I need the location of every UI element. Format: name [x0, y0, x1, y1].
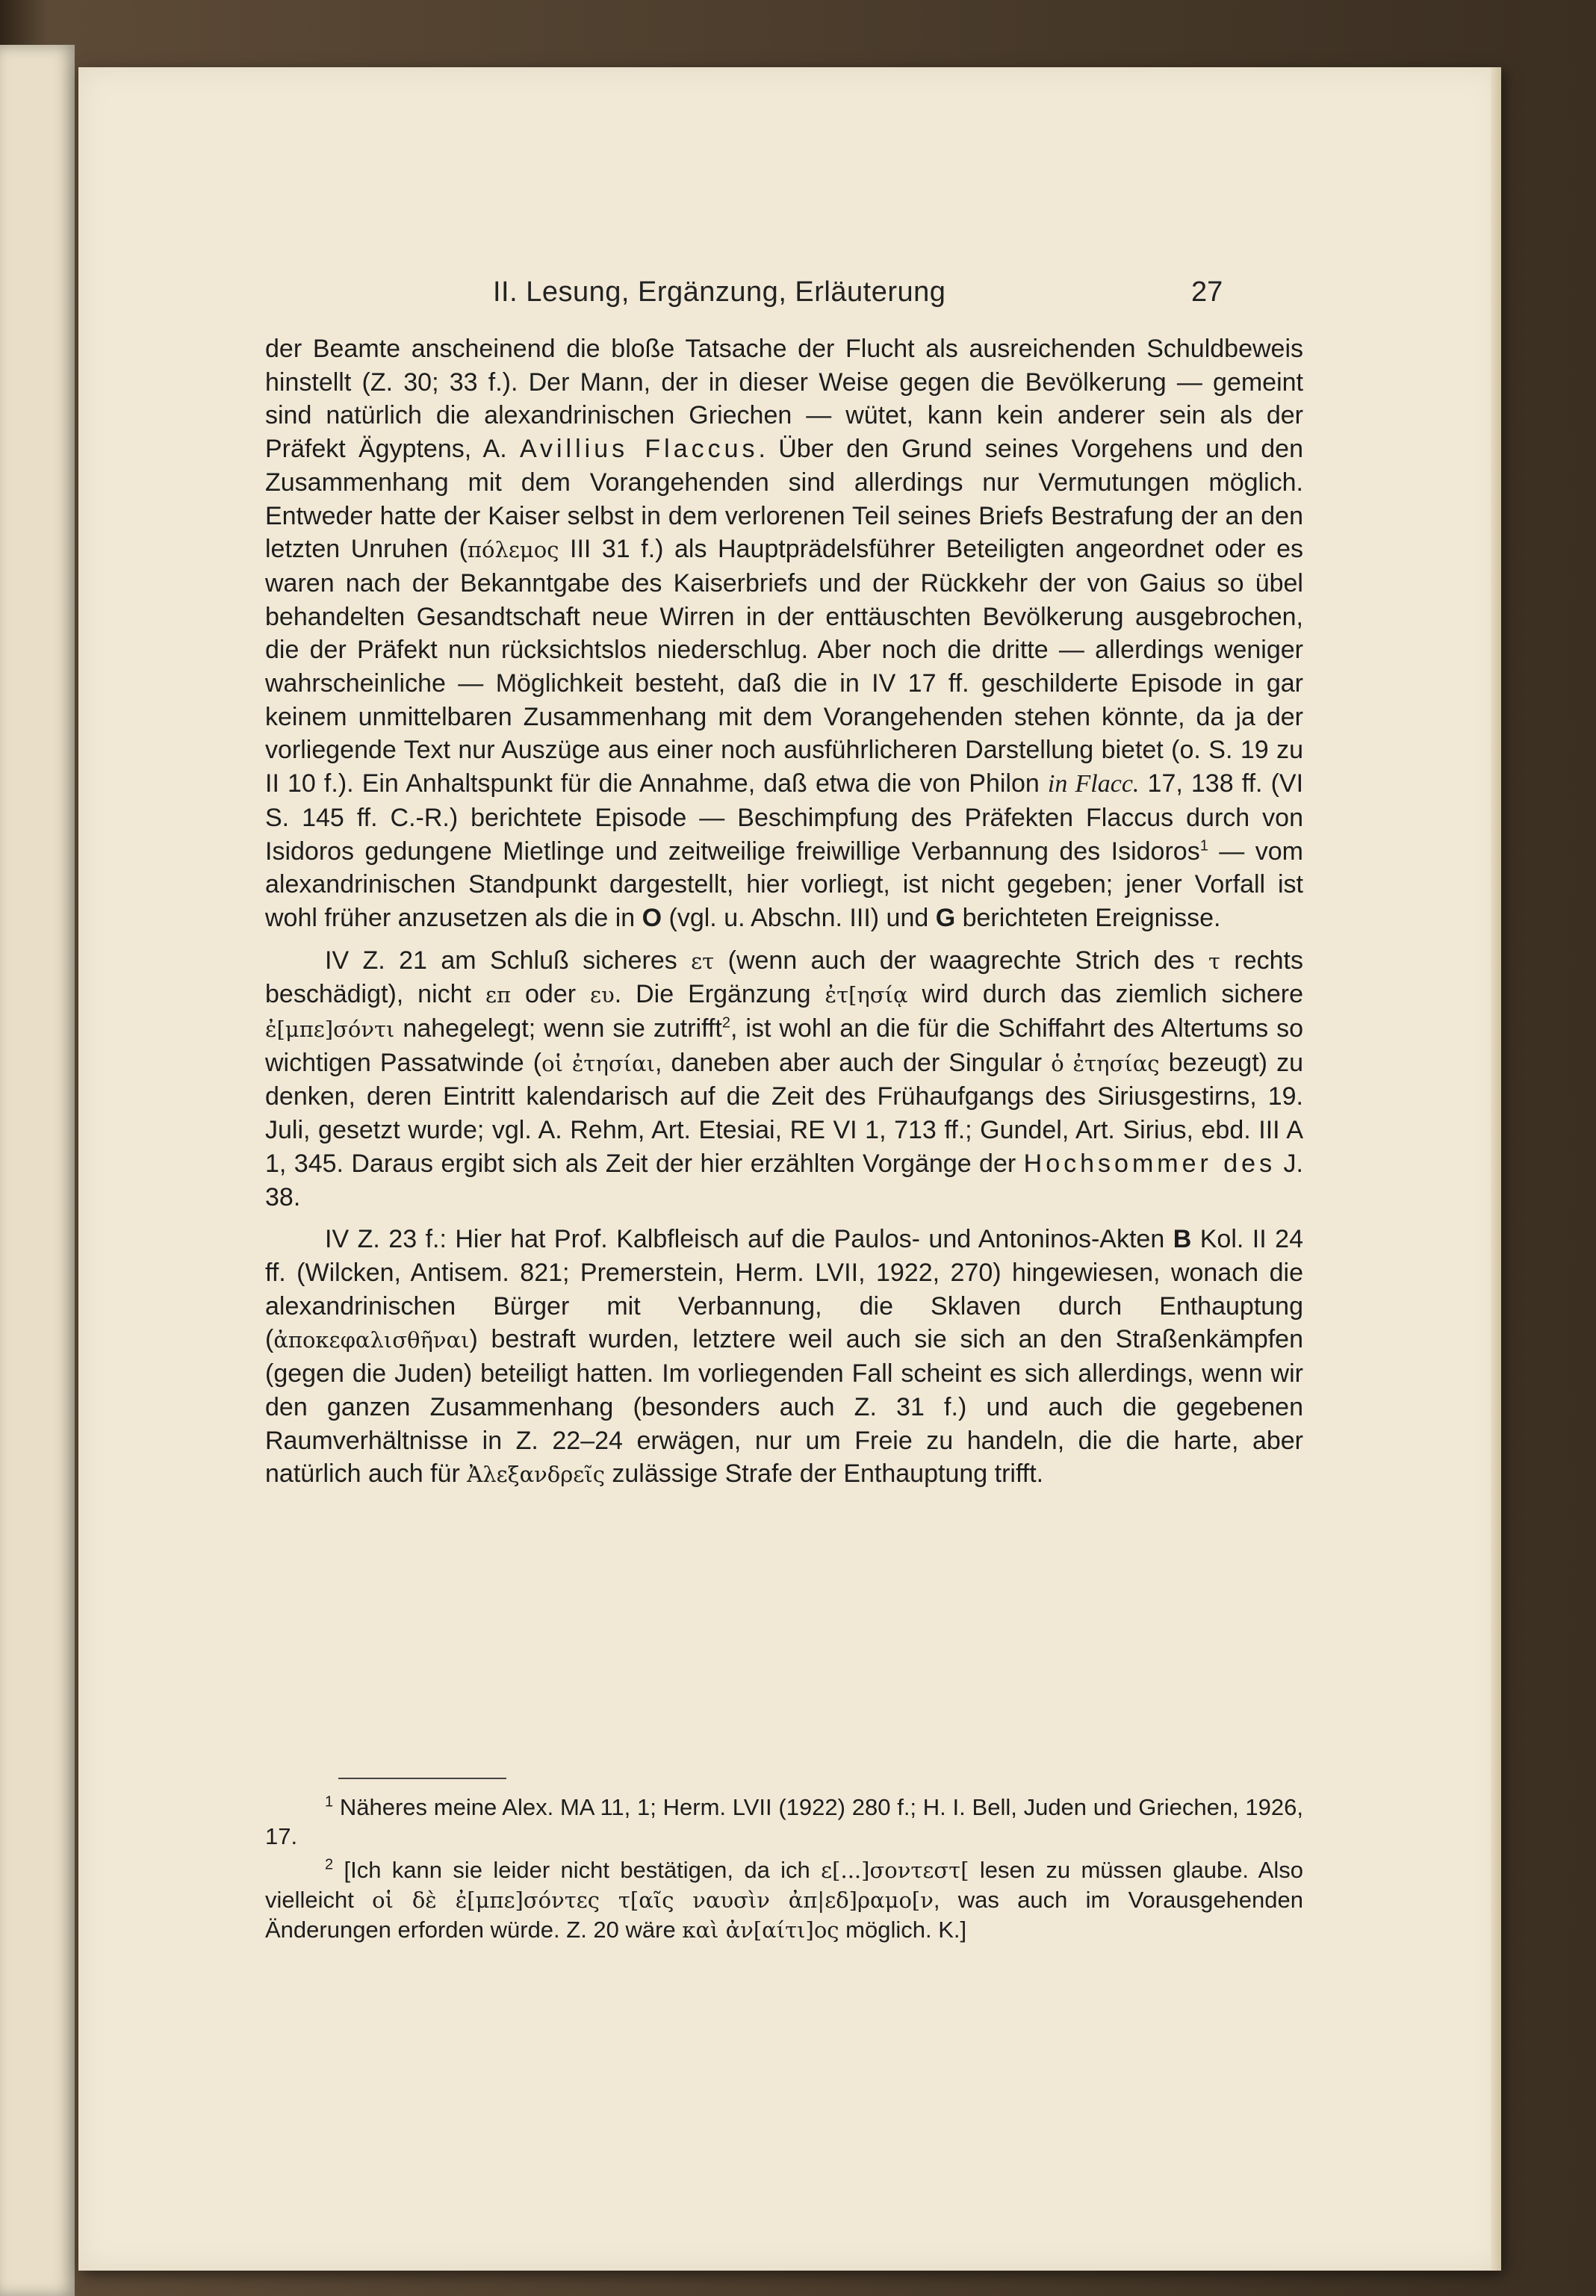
greek-term: ὁ ἐτησίας	[1051, 1050, 1160, 1076]
footnote-ref-2: 2	[721, 1014, 730, 1031]
page-edge	[1491, 67, 1501, 2271]
text-run: . Über den Grund seines Vorgehens und den Zusammenhang mit dem Vorangehenden sind allerdings nur Vermutungen möglich. Entweder hatte der Kaiser selbst in dem verlorenen Teil seines Briefs Bestrafung der an den letzten Unruhen (	[265, 435, 1303, 564]
footnote-text: [Ich kann sie leider nicht bestätigen, da ich	[333, 1857, 822, 1883]
footnote-2	[265, 1855, 1303, 1945]
footnote-text: , was auch im Vorausgehenden Änderungen erforden würde. Z. 20 wäre	[265, 1887, 1304, 1943]
greek-term: οἱ δὲ ἐ[μπε]σόντες τ[αῖς ναυσὶν ἀπ|εδ]ραμο[ν	[372, 1887, 934, 1913]
greek-term: πόλεμος	[468, 537, 559, 563]
greek-term: Ἀλεξανδρεῖς	[467, 1462, 605, 1488]
spaced-phrase: Hochsommer des	[1023, 1149, 1276, 1178]
text-run: ) bestraft wurden, letztere weil auch sie sich an den Straßenkämpfen (gegen die Juden) beteiligt hatten. Im vorliegenden Fall scheint es sich allerdings, wenn wir den ganzen Zusammenhang (besonders auch Z. 31 f.) und auch die gegebenen Raumverhältnisse in Z. 22–24 erwägen, nur um Freie zu handeln, die die harte, aber natürlich auch für	[265, 1325, 1303, 1489]
footnote-ref-1: 1	[1199, 837, 1208, 854]
siglum-g: G	[935, 903, 956, 932]
text-run: berichteten Ereignisse.	[955, 903, 1221, 932]
greek-term: καὶ ἀν[αίτι]ος	[682, 1917, 839, 1943]
text-run: nahegelegt; wenn sie zutrifft	[394, 1014, 722, 1043]
siglum-b: B	[1173, 1225, 1192, 1254]
text-run: zulässige Strafe der Enthauptung trifft.	[604, 1459, 1044, 1489]
main-text	[265, 332, 1303, 1492]
greek-term: ἐ[μπε]σόντι	[265, 1017, 395, 1043]
footnotes	[265, 1793, 1303, 1949]
italic-reference: in Flacc.	[1047, 770, 1140, 798]
text-run: . Die Ergänzung	[614, 980, 825, 1009]
greek-term: ευ	[590, 982, 615, 1008]
text-run: oder	[511, 980, 591, 1009]
siglum-o: O	[642, 903, 662, 932]
book-page	[78, 67, 1501, 2271]
greek-term: οἱ ἐτησίαι	[541, 1050, 655, 1076]
greek-term: ε[...]σοντεστ[	[821, 1858, 969, 1883]
greek-term: ετ	[691, 948, 715, 974]
spaced-name: Avillius Flaccus	[519, 435, 759, 464]
text-run: der Beamte anscheinend die bloße Tatsache der Flucht als ausreichenden Schuldbeweis hinstellt (Z. 30; 33 f.). Der Mann, der in dieser Weise gegen die Bevölkerung — gemeint sind natürlich die alexandrinischen Griechen — wütet, kann kein anderer sein als der Präfekt Ägyptens, A.	[265, 335, 1303, 464]
greek-term: επ	[485, 982, 512, 1008]
text-run: Kol. II 24 ff. (Wilcken, Antisem. 821; Premerstein, Herm. LVII, 1922, 270) hingewiesen, wonach die alexandrinischen Bürger mit Verbannung, die Sklaven durch Enthauptung (	[265, 1225, 1303, 1354]
text-run: (vgl. u. Abschn. III) und	[662, 903, 936, 932]
footnote-mark: 1	[325, 1793, 334, 1811]
footnote-mark: 2	[325, 1856, 334, 1873]
footnote-text: Näheres meine Alex. MA 11, 1; Herm. LVII (1922) 280 f.; H. I. Bell, Juden und Griechen, 1926, 17.	[265, 1794, 1303, 1849]
text-run: wird durch das ziemlich sichere	[907, 980, 1303, 1009]
greek-term: τ	[1208, 948, 1220, 974]
text-run: (wenn auch der waagrechte Strich des	[714, 946, 1208, 975]
facing-page-edge	[0, 45, 75, 2296]
text-run: IV Z. 21 am Schluß sicheres	[325, 946, 692, 975]
greek-term: ἀποκεφαλισθῆναι	[273, 1327, 470, 1353]
text-run: , ist wohl an die für die Schiffahrt des Altertums so wichtigen Passatwinde (	[265, 1014, 1303, 1077]
paragraph-2	[265, 944, 1303, 1214]
greek-term: ἐτ[ησίᾳ	[825, 982, 908, 1008]
footnote-1	[265, 1793, 1303, 1851]
footnote-text: möglich. K.]	[839, 1917, 967, 1943]
text-run: bezeugt) zu denken, deren Eintritt kalendarisch auf die Zeit des Frühaufgangs des Siriusgestirns, 19. Juli, gesetzt wurde; vgl. A. Rehm, Art. Etesiai, RE VI 1, 713 ff.; Gundel, Art. Sirius, ebd. III A 1, 345. Daraus ergibt sich als Zeit der hier erzählten Vorgänge der	[265, 1048, 1304, 1178]
text-run: rechts beschädigt), nicht	[265, 946, 1303, 1009]
running-title: II. Lesung, Ergänzung, Erläuterung	[493, 276, 946, 308]
footnote-text: lesen zu müssen glaube. Also vielleicht	[265, 1857, 1303, 1913]
text-run: , daneben aber auch der Singular	[654, 1048, 1052, 1077]
paragraph-3	[265, 1223, 1303, 1492]
footnote-rule	[338, 1778, 506, 1779]
page-number: 27	[1191, 276, 1223, 308]
text-run: IV Z. 23 f.: Hier hat Prof. Kalbfleisch auf die Paulos- und Antoninos-Akten	[325, 1225, 1173, 1254]
text-run: 17, 138 ff. (VI S. 145 ff. C.-R.) berichtete Episode — Beschimpfung des Präfekten Flaccus durch von Isidoros gedungene Mietlinge und zeitweilige freiwillige Verbannung des Isidoros	[265, 769, 1304, 866]
text-run: — vom alexandrinischen Standpunkt dargestellt, hier vorliegt, ist nicht gegeben; jener Vorfall ist wohl früher anzusetzen als die in	[265, 837, 1303, 932]
paragraph-1	[265, 332, 1303, 935]
text-run: J. 38.	[265, 1149, 1303, 1211]
text-run: III 31 f.) als Hauptprädelsführer Beteiligten angeordnet oder es waren nach der Bekanntgabe des Kaiserbriefs und der Rückkehr der von Gaius so übel behandelten Gesandtschaft neue Wirren in der enttäuschten Bevölkerung ausgebrochen, die der Präfekt nun rücksichtslos niederschlug. Aber noch die dritte — allerdings weniger wahrscheinliche — Möglichkeit besteht, daß die in IV 17 ff. geschilderte Episode in gar keinem unmittelbaren Zusammenhang mit dem Vorangehenden stehen könnte, da ja der vorliegende Text nur Auszüge aus einer noch ausführlicheren Darstellung bietet (o. S. 19 zu II 10 f.). Ein Anhaltspunkt für die Annahme, daß etwa die von Philon	[265, 535, 1303, 798]
